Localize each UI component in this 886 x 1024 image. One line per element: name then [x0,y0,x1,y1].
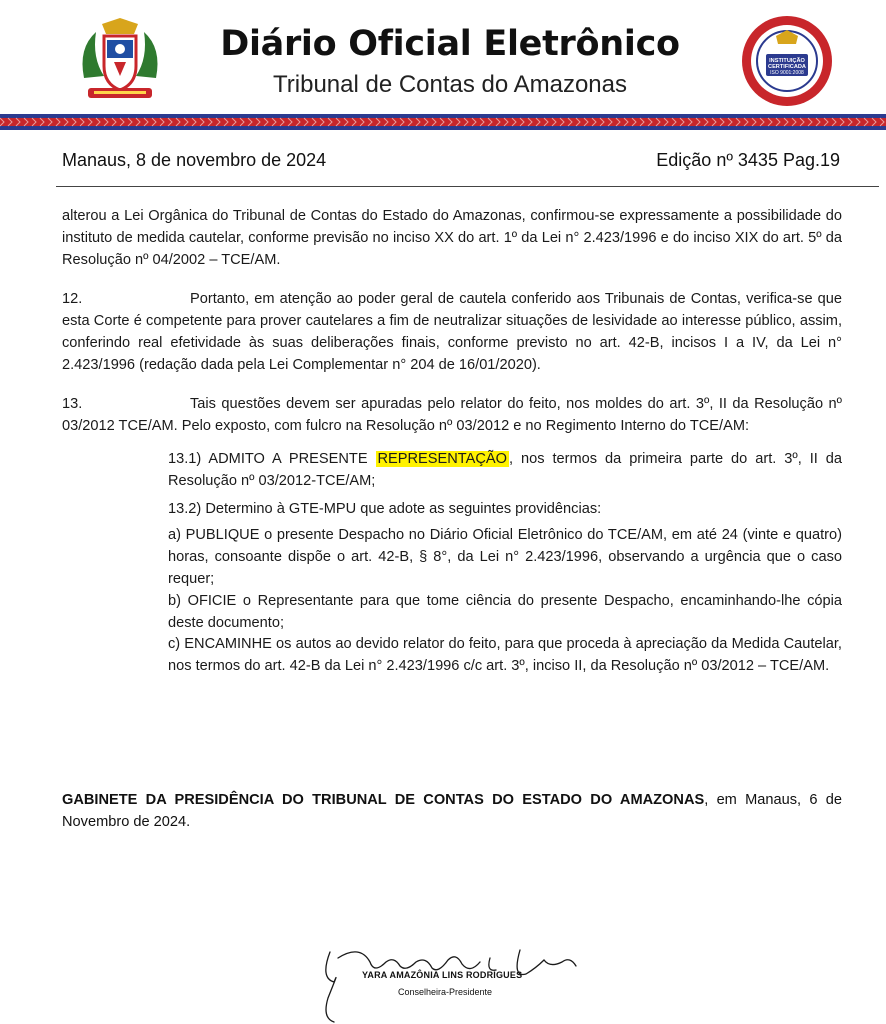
paragraph-text: Portanto, em atenção ao poder geral de cautela conferido aos Tribunais de Contas, verifica-se que esta Corte é competente para prover cautelares a fim de neutralizar situações de lesividade ao interesse público, assim, conferindo real efetividade às suas deliberações finais, conforme previsto no art. 42-B, incisos I a IV, da Lei n° 2.423/1996 (redação dada pela Lei Complementar n° 204 de 16/01/2020). [62,291,842,373]
amazonas-crest-icon [74,18,166,104]
header-decorative-band [0,114,886,130]
signatory-name: YARA AMAZÔNIA LINS RODRIGUES [362,970,523,980]
paragraph-number: 12. [62,291,83,307]
page-title: Diário Oficial Eletrônico [220,24,680,64]
item-13-2: 13.2) Determino à GTE-MPU que adote as seguintes providências: [168,501,602,517]
paragraph-intro: alterou a Lei Orgânica do Tribunal de Contas do Estado do Amazonas, confirmou-se expressamente a possibilidade do instituto de medida cautelar, conforme previsão no inciso XX do art. 1º da Lei n° 2.423/1996 e do inciso XIX do art. 5º da Resolução nº 04/2002 – TCE/AM. [62,208,842,268]
header-rule [56,186,879,187]
page-header [0,0,886,170]
item-13-1: 13.1) ADMITO A PRESENTE REPRESENTAÇÃO , nos termos da primeira parte do art. 3º, II da Resolução nº 03/2012-TCE/AM; [168,451,842,489]
item-c: c) ENCAMINHE os autos ao devido relator do feito, para que proceda à apreciação da Medida Cautelar, nos termos do art. 42-B da Lei n° 2.423/1996 c/c art. 3º, inciso II, da Resolução nº 03/2012 – TCE/AM. [168,636,842,674]
handwritten-signature [300,938,600,1024]
paragraph-12 [62,288,842,376]
edition-date: Manaus, 8 de novembro de 2024 [62,150,327,170]
svg-text:CERTIFICADA: CERTIFICADA [768,64,806,70]
closing-institution: GABINETE DA PRESIDÊNCIA DO TRIBUNAL DE CONTAS DO ESTADO DO AMAZONAS [62,792,705,808]
svg-text:ISO 9001:2008: ISO 9001:2008 [770,70,804,76]
page-subtitle: Tribunal de Contas do Amazonas [273,71,627,98]
closing-paragraph: GABINETE DA PRESIDÊNCIA DO TRIBUNAL DE CONTAS DO ESTADO DO AMAZONAS, em Manaus, 6 de Novembro de 2024. [62,792,843,830]
svg-text:INSTITUIÇÃO: INSTITUIÇÃO [769,58,805,64]
item-a: a) PUBLIQUE o presente Despacho no Diário Oficial Eletrônico do TCE/AM, em até 24 (vinte e quatro) horas, consoante dispõe o art. 42-B, § 8°, da Lei n° 2.423/1996, observando a urgência que o caso requer; [168,527,842,587]
signatory-role: Conselheira-Presidente [398,987,493,997]
paragraph-number: 13. [62,396,83,412]
paragraph-text: Tais questões devem ser apuradas pelo relator do feito, nos moldes do art. 3º, II da Resolução nº 03/2012 TCE/AM. Pelo exposto, com fulcro na Resolução nº 03/2012 e no Regimento Interno do TCE/AM: [62,396,842,434]
item-b: b) OFICIE o Representante para que tome ciência do presente Despacho, encaminhando-lhe cópia deste documento; [168,593,842,631]
paragraph-13 [62,393,842,437]
highlighted-term: REPRESENTAÇÃO [377,451,507,467]
edition-number: Edição nº 3435 Pag.19 [656,150,840,170]
iso-certification-seal-icon [740,14,834,108]
